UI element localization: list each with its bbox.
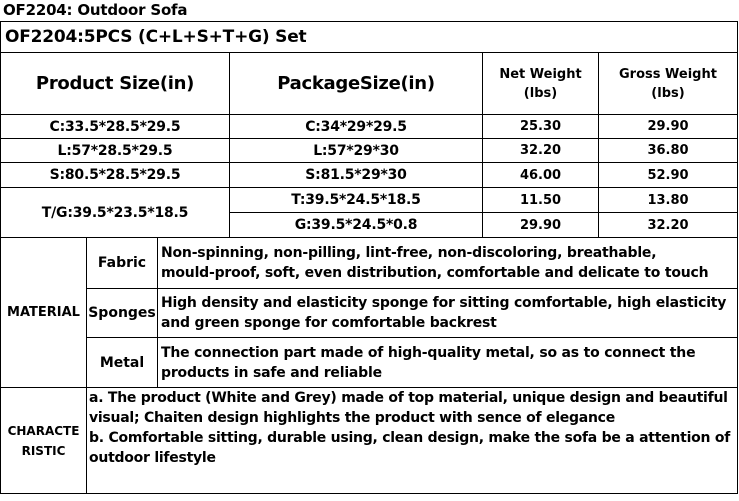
spec-table [0, 21, 738, 494]
sponges-description-line2: and green sponge for comfortable backrest [161, 315, 497, 331]
characteristic-row [1, 388, 738, 494]
fabric-description-line1: Non-spinning, non-pilling, lint-free, non-discoloring, breathable, [161, 245, 657, 261]
header-gross-weight-line1: Gross Weight [619, 66, 717, 82]
header-net-weight-line1: Net Weight [499, 66, 582, 82]
package-size-cell: C:34*29*29.5 [230, 115, 483, 139]
net-weight-cell: 46.00 [483, 163, 599, 188]
table-row [1, 188, 738, 213]
package-size-cell: T:39.5*24.5*18.5 [230, 188, 483, 213]
sponges-description-line1: High density and elasticity sponge for sitting comfortable, high elasticity [161, 295, 727, 311]
net-weight-cell: 29.90 [483, 213, 599, 238]
table-row [1, 115, 738, 139]
characteristic-description [87, 388, 738, 494]
sponges-description [158, 289, 738, 338]
package-size-cell: G:39.5*24.5*0.8 [230, 213, 483, 238]
material-sponges-row [1, 289, 738, 338]
characteristic-label [1, 388, 87, 494]
package-size-cell: L:57*29*30 [230, 139, 483, 163]
net-weight-cell: 32.20 [483, 139, 599, 163]
metal-description-line1: The connection part made of high-quality metal, so as to connect the [161, 344, 696, 361]
characteristic-line2: visual; Chaiten design highlights the product with sence of elegance [89, 410, 615, 426]
set-title: OF2204:5PCS (C+L+S+T+G) Set [1, 22, 738, 53]
header-gross-weight-line2: (lbs) [651, 85, 685, 101]
header-row [1, 53, 738, 115]
material-label: MATERIAL [1, 238, 87, 388]
product-size-cell: T/G:39.5*23.5*18.5 [1, 188, 230, 238]
header-net-weight [483, 53, 599, 115]
gross-weight-cell: 52.90 [599, 163, 738, 188]
product-size-cell: C:33.5*28.5*29.5 [1, 115, 230, 139]
characteristic-label-line1: CHARACTE [7, 423, 80, 438]
set-title-row [1, 22, 738, 53]
characteristic-line4: outdoor lifestyle [89, 450, 216, 466]
product-size-cell: S:80.5*28.5*29.5 [1, 163, 230, 188]
metal-label: Metal [87, 338, 158, 388]
header-package-size: PackageSize(in) [230, 53, 483, 115]
table-row [1, 139, 738, 163]
table-row [1, 163, 738, 188]
material-metal-row [1, 338, 738, 388]
characteristic-line3: b. Comfortable sitting, durable using, clean design, make the sofa be a attention of [89, 430, 731, 446]
gross-weight-cell: 29.90 [599, 115, 738, 139]
material-fabric-row [1, 238, 738, 289]
net-weight-cell: 25.30 [483, 115, 599, 139]
fabric-description-line2: mould-proof, soft, even distribution, comfortable and delicate to touch [161, 265, 709, 281]
header-gross-weight [599, 53, 738, 115]
gross-weight-cell: 13.80 [599, 188, 738, 213]
gross-weight-cell: 32.20 [599, 213, 738, 238]
fabric-description [158, 238, 738, 289]
sponges-label: Sponges [87, 289, 158, 338]
header-product-size: Product Size(in) [1, 53, 230, 115]
product-size-cell: L:57*28.5*29.5 [1, 139, 230, 163]
characteristic-line1: a. The product (White and Grey) made of top material, unique design and beautiful [89, 390, 728, 406]
header-net-weight-line2: (lbs) [523, 85, 558, 101]
metal-description-line2: products in safe and reliable [161, 364, 382, 381]
page-title: OF2204: Outdoor Sofa [3, 1, 188, 19]
gross-weight-cell: 36.80 [599, 139, 738, 163]
net-weight-cell: 11.50 [483, 188, 599, 213]
package-size-cell: S:81.5*29*30 [230, 163, 483, 188]
characteristic-label-line2: RISTIC [21, 443, 66, 458]
fabric-label: Fabric [87, 238, 158, 289]
metal-description [158, 338, 738, 388]
